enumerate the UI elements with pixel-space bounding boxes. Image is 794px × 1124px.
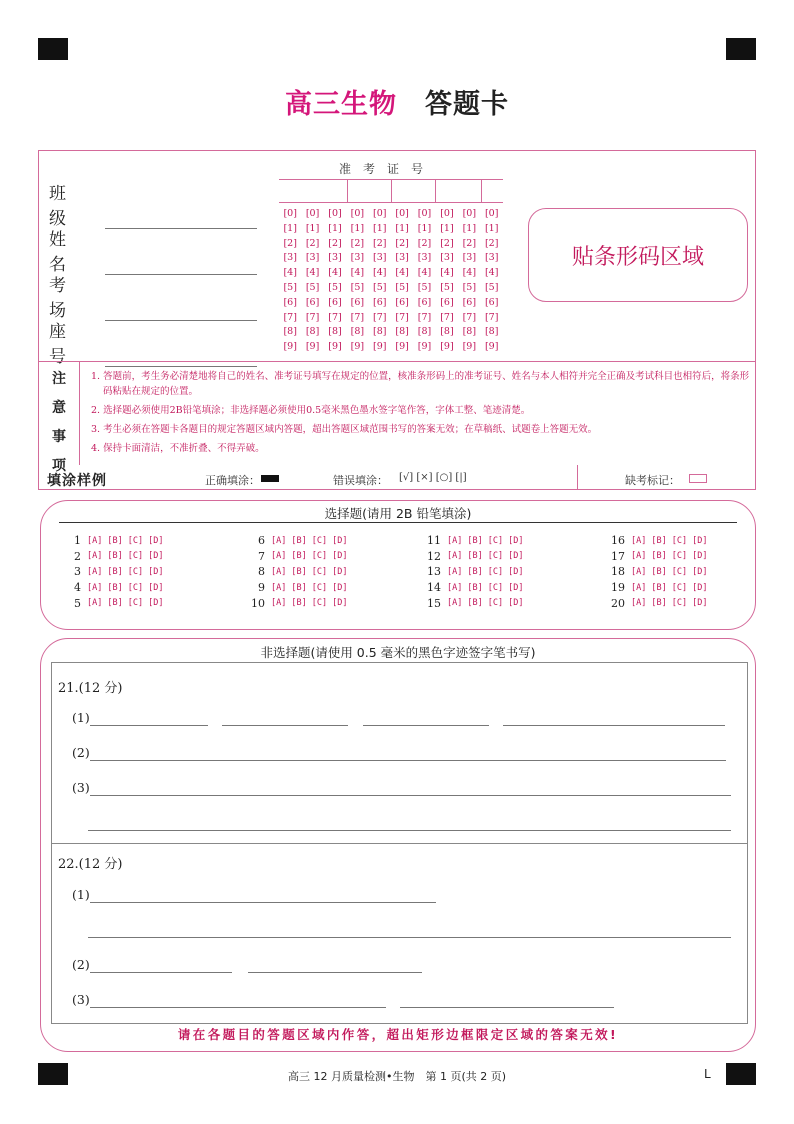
option-bubble[interactable]: [C] — [127, 535, 144, 546]
q22-sub-2: (2) — [72, 957, 90, 972]
fill-example-row — [39, 465, 755, 490]
digit-bubble[interactable]: [0] — [373, 208, 387, 219]
option-bubble[interactable]: [B] — [651, 582, 667, 593]
option-bubble[interactable]: [C] — [127, 566, 144, 577]
choice-question — [57, 595, 168, 611]
choice-question — [601, 549, 712, 565]
digit-row — [279, 296, 503, 311]
registration-mark-top-right — [726, 38, 756, 60]
digit-bubble[interactable]: [3] — [373, 252, 387, 264]
answer-line[interactable] — [214, 901, 436, 903]
answer-line[interactable] — [90, 794, 731, 796]
option-bubble[interactable]: [C] — [487, 582, 504, 593]
digit-bubble[interactable]: [9] — [440, 341, 454, 353]
question-number: 10 — [251, 596, 265, 610]
choice-question — [241, 595, 352, 611]
option-bubble[interactable]: [C] — [671, 535, 688, 546]
digit-bubble[interactable]: [2] — [328, 237, 342, 249]
digit-bubble[interactable]: [6] — [417, 296, 432, 308]
option-bubble[interactable]: [D] — [148, 551, 164, 562]
answer-line[interactable] — [90, 901, 214, 903]
student-info-box — [38, 150, 756, 490]
digit-bubble[interactable]: [1] — [440, 222, 454, 234]
answer-line[interactable] — [248, 971, 422, 973]
option-bubble[interactable]: [B] — [107, 598, 123, 609]
digit-bubble[interactable]: [5] — [395, 281, 409, 293]
digit-bubble[interactable]: [2] — [440, 237, 454, 249]
question-number: 11 — [427, 534, 441, 548]
option-bubble[interactable]: [D] — [332, 535, 348, 546]
choice-question — [241, 533, 352, 549]
answer-line[interactable] — [90, 759, 726, 761]
option-bubble[interactable]: [B] — [107, 535, 123, 546]
option-bubble[interactable]: [A] — [271, 551, 287, 562]
registration-mark-top-left — [38, 38, 68, 60]
digit-bubble[interactable]: [4] — [462, 267, 477, 279]
q21-sub-1: (1) — [72, 710, 90, 725]
digit-bubble[interactable]: [4] — [440, 267, 454, 279]
notice-item: 4. 保持卡面清洁，不准折叠、不得弄破。 — [91, 443, 265, 454]
digit-bubble[interactable]: [2] — [417, 237, 432, 249]
question-number: 8 — [258, 565, 265, 579]
digit-bubble[interactable]: [8] — [417, 326, 432, 338]
digit-bubble[interactable]: [3] — [283, 252, 297, 264]
digit-bubble[interactable]: [6] — [440, 296, 454, 308]
option-bubble[interactable]: [B] — [291, 582, 307, 593]
answer-line[interactable] — [363, 724, 489, 726]
question-number: 12 — [427, 549, 441, 563]
digit-bubble[interactable]: [4] — [484, 267, 499, 279]
digit-bubble[interactable]: [3] — [350, 252, 365, 264]
option-bubble[interactable]: [D] — [692, 535, 708, 546]
answer-line[interactable] — [222, 724, 348, 726]
option-bubble[interactable]: [B] — [467, 598, 483, 609]
digit-bubble[interactable]: [1] — [305, 222, 320, 234]
option-bubble[interactable]: [A] — [631, 598, 647, 609]
choice-question — [417, 580, 528, 596]
choice-question — [241, 564, 352, 580]
absent-mark-label: 缺考标记： — [625, 474, 680, 487]
question-number: 15 — [427, 596, 441, 610]
option-bubble[interactable]: [C] — [671, 551, 688, 562]
correct-fill-sample — [261, 475, 279, 482]
option-bubble[interactable]: [C] — [487, 551, 504, 562]
option-bubble[interactable]: [D] — [148, 598, 164, 609]
notice-list — [91, 369, 751, 460]
option-bubble[interactable]: [B] — [467, 566, 483, 577]
digit-bubble[interactable]: [2] — [462, 237, 477, 249]
option-bubble[interactable]: [B] — [651, 566, 667, 577]
digit-bubble[interactable]: [9] — [373, 341, 387, 353]
choice-column — [241, 533, 352, 611]
digit-bubble[interactable]: [6] — [395, 296, 409, 308]
choice-question — [57, 580, 168, 596]
notice-item: 1. 答题前，考生务必清楚地将自己的姓名、准考证号填写在规定的位置，核准条形码上的准考证号、姓名与本人相符并完全正确及考试科目也相符后，将条形码粘贴在规定的位置。 — [91, 371, 750, 397]
option-bubble[interactable]: [C] — [487, 535, 504, 546]
option-bubble[interactable]: [A] — [87, 535, 103, 546]
question-number: 20 — [611, 596, 625, 610]
option-bubble[interactable]: [C] — [127, 551, 144, 562]
answer-line[interactable] — [88, 829, 731, 831]
exam-number-title: 准考证号 — [339, 162, 436, 176]
digit-bubble[interactable]: [7] — [484, 311, 499, 323]
digit-bubble[interactable]: [4] — [395, 267, 409, 279]
digit-bubble[interactable]: [8] — [440, 326, 454, 338]
digit-bubble[interactable]: [9] — [462, 341, 477, 353]
digit-row — [279, 207, 503, 222]
title-card: 答题卡 — [425, 89, 509, 120]
digit-bubble[interactable]: [2] — [373, 237, 387, 249]
question-number: 9 — [258, 581, 265, 595]
option-bubble[interactable]: [A] — [271, 535, 287, 546]
digit-bubble[interactable]: [5] — [484, 281, 499, 293]
digit-bubble[interactable]: [7] — [350, 311, 365, 323]
digit-bubble[interactable]: [9] — [283, 341, 297, 353]
notice-heading: 注 意 事 项 — [39, 361, 80, 465]
digit-row — [279, 237, 503, 252]
choice-column — [601, 533, 712, 611]
digit-bubble[interactable]: [6] — [462, 296, 477, 308]
digit-bubble[interactable]: [0] — [305, 208, 320, 219]
option-bubble[interactable]: [C] — [311, 551, 328, 562]
digit-bubble[interactable]: [8] — [350, 326, 365, 338]
digit-bubble[interactable]: [7] — [305, 311, 320, 323]
digit-bubble[interactable]: [8] — [283, 326, 297, 338]
option-bubble[interactable]: [A] — [631, 535, 647, 546]
digit-bubble[interactable]: [4] — [417, 267, 432, 279]
option-bubble[interactable]: [D] — [508, 566, 524, 577]
question-number: 19 — [611, 581, 625, 595]
notice-item: 2. 选择题必须使用2B铅笔填涂；非选择题必须使用0.5毫米黑色墨水签字笔作答，字体工整、笔迹清楚。 — [91, 405, 531, 416]
option-bubble[interactable]: [B] — [467, 582, 483, 593]
option-bubble[interactable]: [A] — [447, 566, 463, 577]
question-number: 7 — [258, 549, 265, 563]
title-subject: 高三生物 — [285, 89, 397, 120]
digit-row — [279, 222, 503, 237]
digit-row — [279, 325, 503, 340]
digit-bubble[interactable]: [5] — [440, 281, 454, 293]
answer-line[interactable] — [400, 1006, 614, 1008]
option-bubble[interactable]: [B] — [467, 551, 483, 562]
q22-sub-1: (1) — [72, 887, 90, 902]
q21-sub-2: (2) — [72, 745, 90, 760]
digit-bubble[interactable]: [7] — [462, 311, 477, 323]
digit-bubble[interactable]: [7] — [328, 311, 342, 323]
answer-area-warning: 请在各题目的答题区域内作答，超出矩形边框限定区域的答案无效! — [177, 1027, 619, 1042]
field-class[interactable]: 班级 — [49, 179, 257, 229]
option-bubble[interactable]: [A] — [447, 535, 463, 546]
digit-bubble[interactable]: [1] — [395, 222, 409, 234]
answer-box-q22[interactable] — [51, 844, 748, 1024]
option-bubble[interactable]: [C] — [487, 598, 504, 609]
correct-fill-label: 正确填涂： — [205, 474, 260, 487]
question-number: 13 — [427, 565, 441, 579]
option-bubble[interactable]: [A] — [447, 582, 463, 593]
digit-row — [279, 251, 503, 266]
digit-bubble[interactable]: [8] — [305, 326, 320, 338]
wrong-fill-samples: [√] [×] [○] [|] — [399, 472, 467, 483]
option-bubble[interactable]: [B] — [107, 566, 123, 577]
option-bubble[interactable]: [D] — [148, 582, 164, 593]
digit-bubble[interactable]: [0] — [484, 208, 499, 219]
option-bubble[interactable]: [B] — [291, 598, 307, 609]
notice-item: 3. 考生必须在答题卡各题目的规定答题区域内答题，超出答题区域范围书写的答案无效；在草稿纸、试题卷上答题无效。 — [91, 424, 598, 435]
choice-question — [241, 549, 352, 565]
option-bubble[interactable]: [A] — [631, 551, 647, 562]
option-bubble[interactable]: [D] — [148, 566, 164, 577]
digit-bubble[interactable]: [2] — [283, 237, 297, 249]
digit-bubble[interactable]: [0] — [350, 208, 365, 219]
choice-question — [241, 580, 352, 596]
option-bubble[interactable]: [C] — [127, 582, 144, 593]
digit-bubble[interactable]: [1] — [283, 222, 297, 234]
digit-bubble[interactable]: [8] — [484, 326, 499, 338]
option-bubble[interactable]: [D] — [508, 535, 524, 546]
choice-question — [57, 549, 168, 565]
digit-bubble[interactable]: [0] — [462, 208, 477, 219]
option-bubble[interactable]: [A] — [631, 566, 647, 577]
answer-box-q21[interactable] — [51, 662, 748, 844]
digit-bubble[interactable]: [2] — [484, 237, 499, 249]
digit-bubble[interactable]: [6] — [328, 296, 342, 308]
page-footer: 高三 12 月质量检测•生物 第 1 页(共 2 页) — [287, 1070, 507, 1083]
digit-bubble[interactable]: [4] — [305, 267, 320, 279]
digit-row — [279, 281, 503, 296]
choice-column — [417, 533, 528, 611]
nonchoice-section — [40, 638, 756, 1052]
option-bubble[interactable]: [C] — [127, 598, 144, 609]
digit-bubble[interactable]: [9] — [350, 341, 365, 353]
digit-bubble[interactable]: [9] — [305, 341, 320, 353]
digit-row — [279, 266, 503, 281]
choice-question — [417, 564, 528, 580]
digit-bubble[interactable]: [7] — [440, 311, 454, 323]
question-number: 14 — [427, 581, 441, 595]
question-number: 3 — [74, 565, 81, 579]
nonchoice-section-title: 非选择题(请使用 0.5 毫米的黑色字迹签字笔书写) — [260, 645, 536, 660]
digit-bubble[interactable]: [7] — [395, 311, 409, 323]
question-number: 1 — [74, 534, 81, 548]
option-bubble[interactable]: [C] — [671, 582, 688, 593]
option-bubble[interactable]: [B] — [467, 535, 483, 546]
choice-question — [417, 549, 528, 565]
digit-bubble[interactable]: [9] — [395, 341, 409, 353]
digit-bubble[interactable]: [5] — [350, 281, 365, 293]
option-bubble[interactable]: [C] — [311, 582, 328, 593]
option-bubble[interactable]: [D] — [332, 598, 348, 609]
digit-bubble[interactable]: [9] — [417, 341, 432, 353]
digit-bubble[interactable]: [8] — [395, 326, 409, 338]
digit-bubble[interactable]: [5] — [462, 281, 477, 293]
choice-section-title: 选择题(请用 2B 铅笔填涂) — [324, 506, 472, 521]
digit-bubble[interactable]: [6] — [305, 296, 320, 308]
digit-bubble[interactable]: [5] — [305, 281, 320, 293]
option-bubble[interactable]: [B] — [291, 551, 307, 562]
option-bubble[interactable]: [B] — [107, 551, 123, 562]
option-bubble[interactable]: [B] — [651, 598, 667, 609]
choice-question — [417, 533, 528, 549]
choice-column — [57, 533, 168, 611]
digit-bubble[interactable]: [0] — [328, 208, 342, 219]
option-bubble[interactable]: [C] — [311, 598, 328, 609]
question-number: 5 — [74, 596, 81, 610]
option-bubble[interactable]: [B] — [291, 566, 307, 577]
digit-bubble[interactable]: [4] — [328, 267, 342, 279]
choice-question — [601, 533, 712, 549]
option-bubble[interactable]: [D] — [692, 598, 708, 609]
absent-mark-box[interactable] — [689, 474, 707, 483]
footer-corner-mark: L — [704, 1067, 711, 1081]
question-number: 17 — [611, 549, 625, 563]
option-bubble[interactable]: [D] — [148, 535, 164, 546]
option-bubble[interactable]: [A] — [87, 582, 103, 593]
option-bubble[interactable]: [A] — [271, 582, 287, 593]
digit-row — [279, 340, 503, 355]
digit-bubble[interactable]: [7] — [373, 311, 387, 323]
digit-bubble[interactable]: [6] — [350, 296, 365, 308]
question-number: 16 — [611, 534, 625, 548]
option-bubble[interactable]: [D] — [508, 598, 524, 609]
option-bubble[interactable]: [C] — [311, 535, 328, 546]
digit-bubble[interactable]: [5] — [417, 281, 432, 293]
field-room[interactable]: 考场 — [49, 271, 257, 321]
question-number: 2 — [74, 549, 81, 563]
digit-bubble[interactable]: [8] — [328, 326, 342, 338]
digit-bubble[interactable]: [1] — [417, 222, 432, 234]
digit-bubble[interactable]: [2] — [350, 237, 365, 249]
q22-sub-3: (3) — [72, 992, 90, 1007]
fill-example-label: 填涂样例 — [47, 473, 107, 489]
digit-bubble[interactable]: [4] — [350, 267, 365, 279]
question-21-heading: 21.(12 分) — [58, 681, 123, 696]
option-bubble[interactable]: [C] — [671, 598, 688, 609]
digit-bubble[interactable]: [1] — [373, 222, 387, 234]
question-22-heading: 22.(12 分) — [58, 857, 123, 872]
digit-bubble[interactable]: [6] — [373, 296, 387, 308]
option-bubble[interactable]: [B] — [651, 535, 667, 546]
option-bubble[interactable]: [D] — [692, 551, 708, 562]
choice-question — [601, 595, 712, 611]
option-bubble[interactable]: [A] — [87, 551, 103, 562]
digit-row — [279, 311, 503, 326]
answer-line[interactable] — [503, 724, 725, 726]
digit-bubble[interactable]: [5] — [373, 281, 387, 293]
q21-sub-3: (3) — [72, 780, 90, 795]
digit-bubble[interactable]: [9] — [484, 341, 499, 353]
option-bubble[interactable]: [A] — [87, 566, 103, 577]
option-bubble[interactable]: [A] — [271, 566, 287, 577]
answer-line[interactable] — [88, 936, 731, 938]
digit-bubble[interactable]: [9] — [328, 341, 342, 353]
option-bubble[interactable]: [A] — [447, 598, 463, 609]
answer-line[interactable] — [90, 1006, 386, 1008]
digit-bubble[interactable]: [5] — [328, 281, 342, 293]
wrong-fill-label: 错误填涂： — [333, 474, 388, 487]
digit-bubble[interactable]: [3] — [462, 252, 477, 264]
digit-bubble[interactable]: [0] — [440, 208, 454, 219]
digit-bubble[interactable]: [3] — [328, 252, 342, 264]
digit-bubble[interactable]: [3] — [305, 252, 320, 264]
barcode-area: 贴条形码区域 — [528, 208, 748, 302]
choice-question — [601, 580, 712, 596]
option-bubble[interactable]: [A] — [631, 582, 647, 593]
exam-number-bubble-grid[interactable] — [279, 207, 503, 355]
option-bubble[interactable]: [A] — [271, 598, 287, 609]
digit-bubble[interactable]: [8] — [373, 326, 387, 338]
digit-bubble[interactable]: [7] — [283, 311, 297, 323]
digit-bubble[interactable]: [8] — [462, 326, 477, 338]
choice-question — [57, 533, 168, 549]
digit-bubble[interactable]: [1] — [350, 222, 365, 234]
option-bubble[interactable]: [A] — [87, 598, 103, 609]
digit-bubble[interactable]: [3] — [417, 252, 432, 264]
digit-bubble[interactable]: [5] — [283, 281, 297, 293]
page-title — [0, 82, 794, 121]
option-bubble[interactable]: [B] — [291, 535, 307, 546]
option-bubble[interactable]: [B] — [107, 582, 123, 593]
option-bubble[interactable]: [D] — [508, 551, 524, 562]
digit-bubble[interactable]: [1] — [484, 222, 499, 234]
option-bubble[interactable]: [B] — [651, 551, 667, 562]
choice-question — [57, 564, 168, 580]
option-bubble[interactable]: [C] — [671, 566, 688, 577]
digit-bubble[interactable]: [6] — [283, 296, 297, 308]
option-bubble[interactable]: [D] — [332, 566, 348, 577]
option-bubble[interactable]: [A] — [447, 551, 463, 562]
option-bubble[interactable]: [D] — [332, 582, 348, 593]
option-bubble[interactable]: [D] — [692, 566, 708, 577]
digit-bubble[interactable]: [2] — [395, 237, 409, 249]
question-number: 4 — [74, 581, 81, 595]
answer-line[interactable] — [90, 724, 208, 726]
option-bubble[interactable]: [D] — [692, 582, 708, 593]
question-number: 6 — [258, 534, 265, 548]
digit-bubble[interactable]: [2] — [305, 237, 320, 249]
choice-section — [40, 500, 756, 630]
field-name[interactable]: 姓名 — [49, 225, 257, 275]
option-bubble[interactable]: [C] — [311, 566, 328, 577]
option-bubble[interactable]: [D] — [332, 551, 348, 562]
question-number: 18 — [611, 565, 625, 579]
digit-bubble[interactable]: [1] — [462, 222, 477, 234]
choice-question — [417, 595, 528, 611]
option-bubble[interactable]: [D] — [508, 582, 524, 593]
digit-bubble[interactable]: [0] — [395, 208, 409, 219]
exam-number-write-boxes[interactable] — [279, 179, 503, 203]
digit-bubble[interactable]: [3] — [484, 252, 499, 264]
choice-question — [601, 564, 712, 580]
digit-bubble[interactable]: [3] — [440, 252, 454, 264]
field-seat[interactable]: 座号 — [49, 317, 257, 367]
digit-bubble[interactable]: [4] — [283, 267, 297, 279]
option-bubble[interactable]: [C] — [487, 566, 504, 577]
digit-bubble[interactable]: [1] — [328, 222, 342, 234]
digit-bubble[interactable]: [6] — [484, 296, 499, 308]
digit-bubble[interactable]: [7] — [417, 311, 432, 323]
digit-bubble[interactable]: [0] — [283, 208, 297, 219]
digit-bubble[interactable]: [4] — [373, 267, 387, 279]
digit-bubble[interactable]: [3] — [395, 252, 409, 264]
answer-line[interactable] — [90, 971, 232, 973]
digit-bubble[interactable]: [0] — [417, 208, 432, 219]
